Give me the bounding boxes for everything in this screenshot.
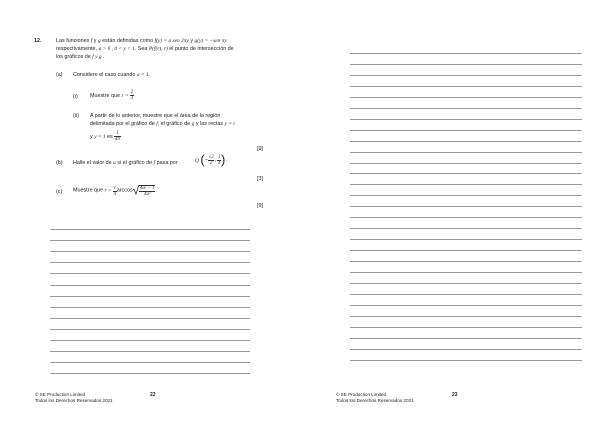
answer-line — [350, 272, 582, 273]
answer-line — [350, 108, 582, 109]
answer-line — [350, 163, 582, 164]
answer-line — [50, 240, 250, 241]
question-intro-line-3: los gráficos de f y g . — [56, 54, 105, 60]
answer-line — [50, 307, 250, 308]
square-root-symbol: √ — [132, 183, 140, 198]
answer-line — [350, 360, 582, 361]
answer-line — [350, 338, 582, 339]
answer-line — [350, 261, 582, 262]
answer-line — [350, 294, 582, 295]
fraction-one-over-four-pi: $\frac{1}{4\pi}$ — [114, 131, 120, 142]
fraction-two-thirds: $\frac{2}{3}$ — [130, 90, 134, 101]
answer-line — [350, 250, 582, 251]
answer-line — [350, 75, 582, 76]
answer-line — [50, 285, 250, 286]
answer-line — [350, 97, 582, 98]
question-intro-line-1: Las funciones f y g están definidas como f(y) = a sen 2πy y g(y) = −sen πy — [56, 38, 227, 44]
answer-line — [350, 217, 582, 218]
answer-line — [350, 349, 582, 350]
answer-line — [350, 64, 582, 65]
part-b-marks: [3] — [257, 176, 263, 182]
part-b-text: Halle el valor de a si el gráfico de f pasa por — [73, 160, 178, 166]
answer-line — [50, 273, 250, 274]
part-a-text: Considere el caso cuando a = 1. — [73, 72, 150, 78]
copyright-text: © SE Production Limited — [336, 392, 387, 397]
answer-line — [350, 305, 582, 306]
answer-line — [350, 141, 582, 142]
answer-line — [350, 283, 582, 284]
answer-line — [50, 351, 250, 352]
answer-line — [350, 53, 582, 54]
page-number-left: 22 — [150, 392, 156, 398]
rights-text: Todos los Derechos Reservados 2021 — [35, 398, 113, 403]
answer-line — [350, 228, 582, 229]
page-number-right: 23 — [452, 392, 458, 398]
part-a-ii-line-3: y y = 1 es $\frac{1}{4\pi}$ — [90, 131, 120, 142]
answer-line — [350, 195, 582, 196]
copyright-text: © SE Production Limited — [35, 392, 86, 397]
part-a-i-text: Muestre que r = $\frac{2}{3}$ — [90, 90, 134, 101]
answer-line — [350, 316, 582, 317]
part-a-marks: [9] — [257, 146, 263, 152]
rights-text: Todos los Derechos Reservados 2021 — [336, 398, 414, 403]
answer-line — [350, 173, 582, 174]
answer-line — [50, 362, 250, 363]
part-c-text: Muestre que r = $\frac{1}{\pi}$ arccos√ $\frac{\text{4a² − 1}}{\text{4a²}}$ . — [73, 183, 157, 198]
part-a-i-label: (i) — [73, 94, 78, 100]
answer-line — [350, 86, 582, 87]
answer-line — [50, 229, 250, 230]
part-a-label: (a) — [56, 72, 63, 78]
part-c-label: (c) — [56, 189, 63, 195]
answer-line — [350, 119, 582, 120]
answer-line — [50, 296, 250, 297]
answer-line — [350, 206, 582, 207]
part-b-label: (b) — [56, 160, 63, 166]
answer-line — [350, 152, 582, 153]
footer-left — [35, 392, 113, 404]
answer-line — [350, 239, 582, 240]
answer-line — [50, 251, 250, 252]
answer-line — [50, 262, 250, 263]
answer-line — [350, 327, 582, 328]
page-right — [300, 0, 600, 424]
point-q-coordinates: Q (− $\frac{√2}{2}$ , $\frac{1}{4}$ ). — [195, 152, 227, 168]
part-a-ii-label: (ii) — [73, 113, 79, 119]
answer-line — [350, 130, 582, 131]
question-intro-line-2: respectivamente, a > 0 , 0 < y < 1. Sea P(f(r), r) el punto de intersección de — [56, 46, 234, 52]
answer-line — [50, 340, 250, 341]
answer-line — [350, 184, 582, 185]
footer-right — [336, 392, 414, 404]
answer-line — [50, 318, 250, 319]
part-a-ii-line-2: delimitada por el gráfico de f, el gráfico de g y las rectas y = r — [90, 121, 236, 127]
answer-line — [50, 373, 250, 374]
part-c-marks: [9] — [257, 203, 263, 209]
part-a-ii-line-1: A partir de lo anterior, muestre que el área de la región — [90, 113, 221, 119]
answer-line — [50, 329, 250, 330]
question-number: 12. — [34, 38, 42, 44]
